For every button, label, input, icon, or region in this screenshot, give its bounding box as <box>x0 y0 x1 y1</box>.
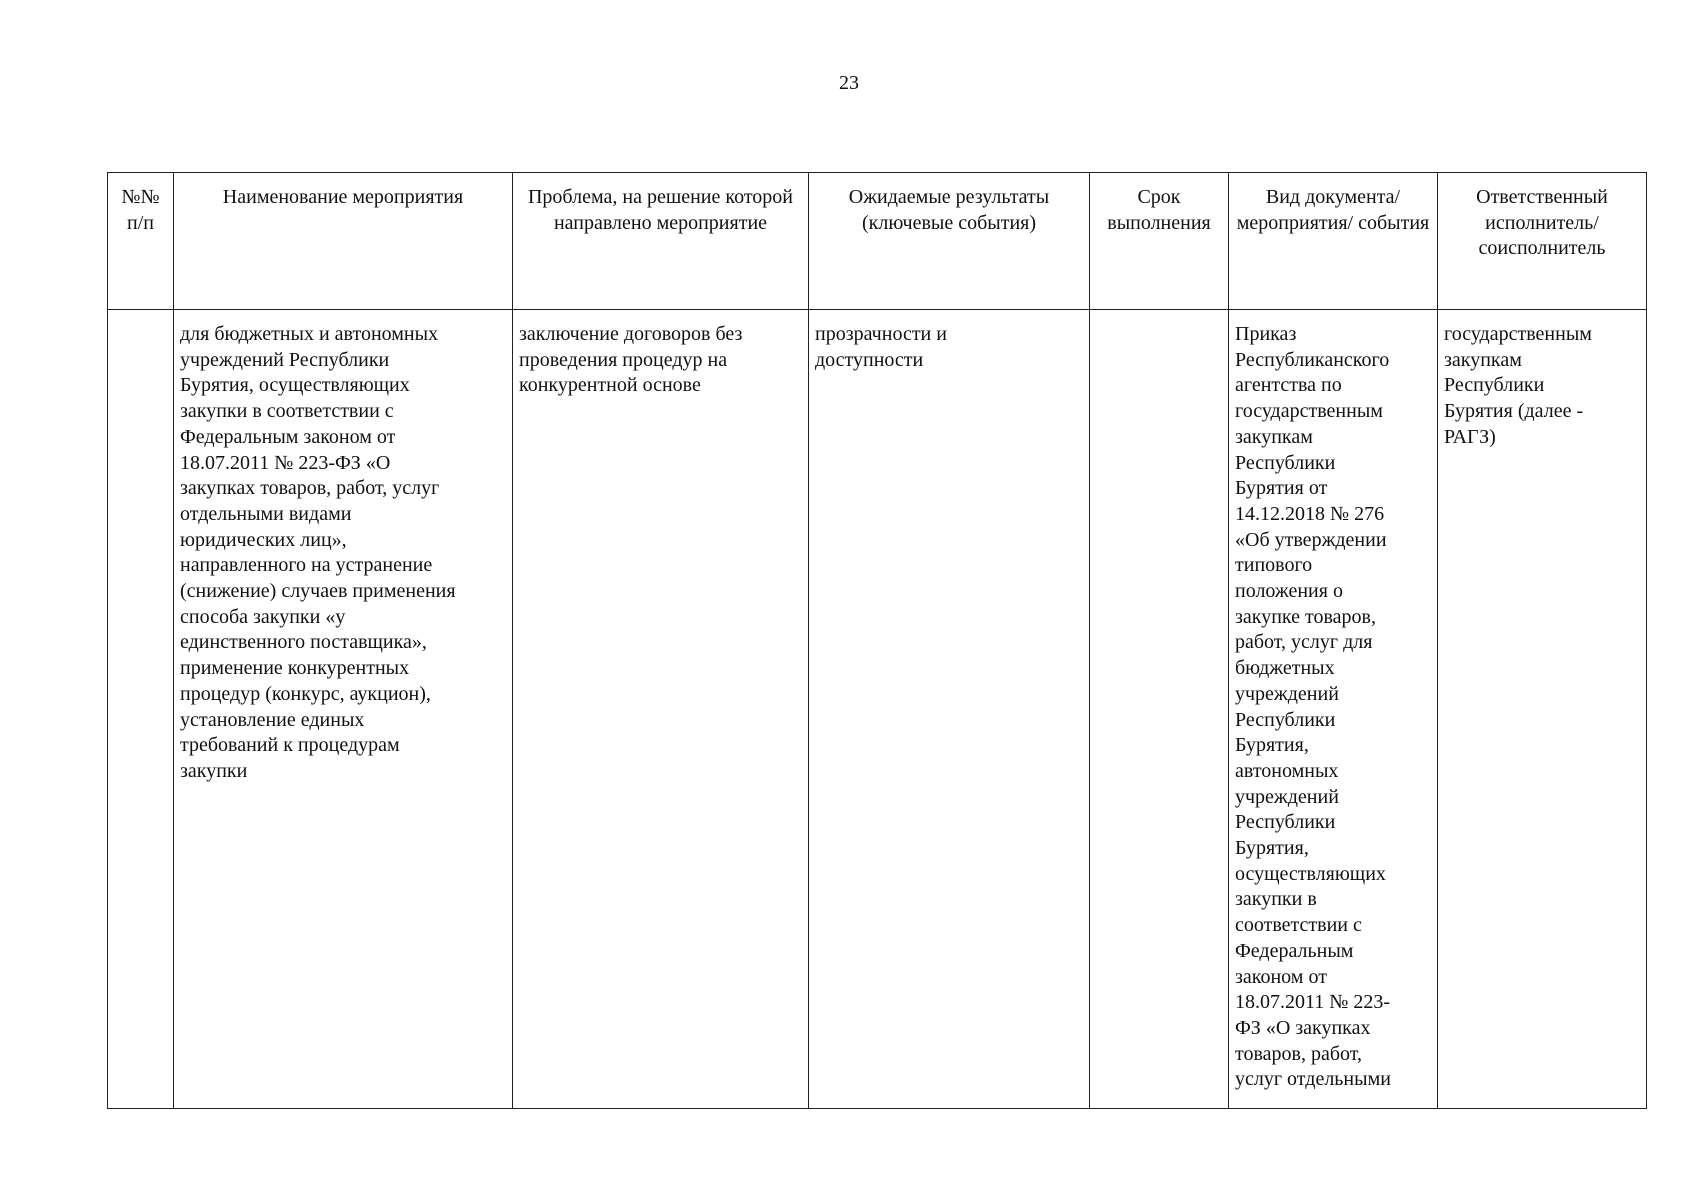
header-expected-results-label: Ожидаемые результаты (ключевые события) <box>848 186 1050 234</box>
header-number <box>108 173 174 310</box>
header-document-type-label: Вид документа/ мероприятия/ события <box>1236 186 1430 234</box>
cell-problem: заключение договоров без проведения процедур на конкурентной основе <box>513 310 809 1109</box>
page-number: 23 <box>839 72 859 94</box>
header-problem-label: Проблема, на решение которой направлено мероприятие <box>527 186 793 234</box>
header-deadline <box>1090 173 1229 310</box>
header-responsible-label: Ответственный исполнитель/ соисполнитель <box>1476 186 1608 260</box>
header-responsible <box>1438 173 1647 310</box>
cell-responsible: государственным закупкам Республики Бурятия (далее - РАГЗ) <box>1438 310 1647 1109</box>
table-header-row <box>108 173 1647 310</box>
cell-expected-results: прозрачности и доступности <box>809 310 1090 1109</box>
cell-activity-name: для бюджетных и автономных учреждений Республики Бурятия, осуществляющих закупки в соответствии с Федеральным законом от 18.07.2011 № 223-ФЗ «О закупках товаров, работ, услуг отдельными видами юридических лиц», направленного на устранение (снижение) случаев применения способа закупки «у единственного поставщика», применение конкурентных процедур (конкурс, аукцион), установление единых требований к процедурам закупки <box>174 310 513 1109</box>
cell-number <box>108 310 174 1109</box>
header-number-label: №№ п/п <box>121 186 160 234</box>
header-activity-name <box>174 173 513 310</box>
header-expected-results <box>809 173 1090 310</box>
table-row <box>108 310 1647 1109</box>
header-document-type <box>1229 173 1438 310</box>
header-activity-name-label: Наименование мероприятия <box>222 186 464 208</box>
action-plan-table <box>107 172 1647 1109</box>
cell-document-type: Приказ Республиканского агентства по государственным закупкам Республики Бурятия от 14.12.2018 № 276 «Об утверждении типового положения о закупке товаров, работ, услуг для бюджетных учреждений Республики Бурятия, автономных учреждений Республики Бурятия, осуществляющих закупки в соответствии с Федеральным законом от 18.07.2011 № 223- ФЗ «О закупках товаров, работ, услуг отдельными <box>1229 310 1438 1109</box>
cell-deadline <box>1090 310 1229 1109</box>
header-deadline-label: Срок выполнения <box>1107 186 1211 234</box>
header-problem <box>513 173 809 310</box>
